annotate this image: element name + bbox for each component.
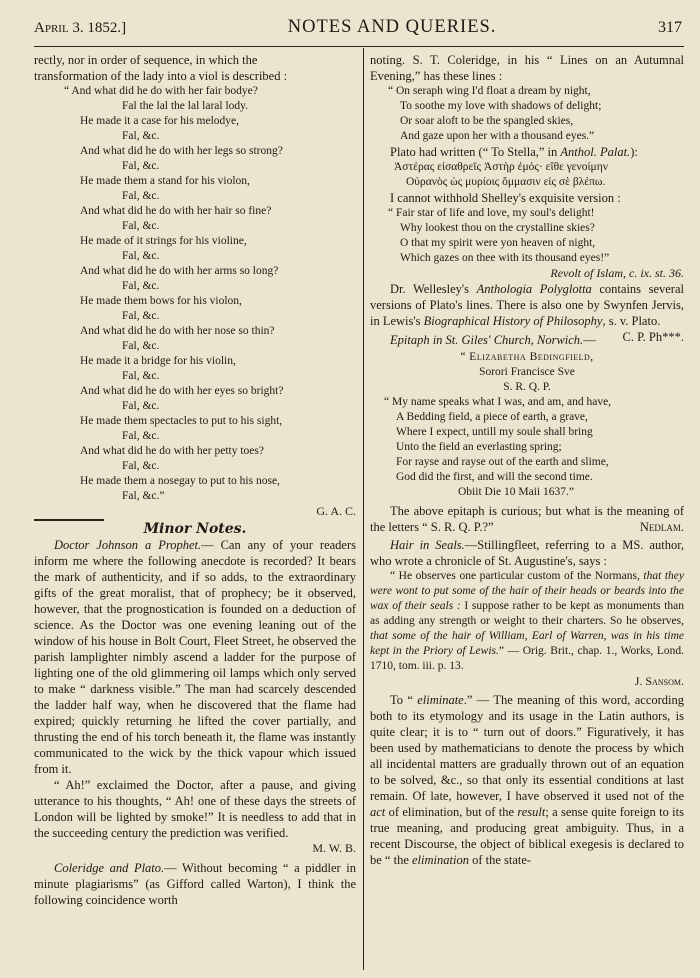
poem-shelley [370, 206, 684, 266]
epitaph-line: “ My name speaks what I was, and am, and have, [384, 396, 612, 408]
text-run: .” [463, 693, 473, 707]
poem-coleridge [370, 84, 684, 144]
epitaph-line: God did the first, and will the second time. [396, 471, 593, 483]
greek-verse [370, 160, 684, 190]
header-rule [34, 46, 684, 47]
poem-line: To soothe my love with shadows of delight; [400, 100, 602, 112]
ballad-line: He made them a nosegay to put to his nose, [80, 475, 280, 487]
text-run: To “ [390, 693, 418, 707]
note-johnson [34, 537, 356, 777]
signature: M. W. B. [312, 841, 356, 855]
poem-line: “ On seraph wing I'd float a dream by night, [388, 85, 591, 97]
ballad-line: And what did he do with her legs so strong? [80, 145, 283, 157]
hair-quote [370, 569, 684, 674]
ballad-line: “ And what did he do with her fair bodye? [64, 85, 258, 97]
left-column [34, 52, 356, 970]
poem-line: O that my spirit were yon heaven of night, [400, 237, 596, 249]
greek-line: Οὐρανὸς ὡς μυρίοις ὄμμασιν εἰς σὲ βλέπω. [406, 176, 606, 188]
intro-line: transformation of the lady into a viol is described : [34, 69, 288, 83]
epitaph-line: “ Elizabetha Bedingfield, [460, 351, 594, 363]
greek-line: Ἀστέρας εἰσαθρεῖς Ἀστὴρ ἐμός· εἴθε γενοίμην [394, 161, 608, 173]
text-run: The above epitaph is curious; but what is the meaning of the letters “ S. R. Q. P.?” [370, 504, 684, 534]
book-title: Anthol. Palat. [560, 145, 631, 159]
signature: G. A. C. [316, 504, 356, 518]
running-header [34, 17, 682, 43]
poem-line: And gaze upon her with a thousand eyes.” [400, 130, 595, 142]
ballad-refrain: Fal, &c. [122, 370, 160, 382]
ballad-line: He made them a stand for his violon, [80, 175, 250, 187]
ballad [34, 84, 356, 504]
paragraph-plato [370, 144, 684, 160]
ballad-refrain: Fal, &c. [122, 130, 160, 142]
book-title: Anthologia Polyglotta [476, 282, 592, 296]
ballad-line: He made it a bridge for his violin, [80, 355, 236, 367]
ballad-refrain: Fal, &c. [122, 430, 160, 442]
signature: C. P. Ph***. [622, 330, 684, 344]
note-title: Hair in Seals. [390, 538, 465, 552]
ballad-line: He made of it strings for his violine, [80, 235, 247, 247]
ballad-line: He made them spectacles to put to his sight, [80, 415, 283, 427]
note-eliminate [370, 692, 684, 868]
text-run: Dr. Wellesley's [390, 282, 477, 296]
note-body: — Can any of your readers inform me where the following anecdote is recorded? It bears the mark of authenticity, and if so adds, to the extraordinary gifts of the great moralist, that of prophecy; be it observed, however, that the prognostication is founded on a deduction of science. As the Doctor was one evening leaning out of the window of his house in Bolt Court, Fleet Street, he observed the parish lamplighter nimbly ascend a ladder for the purpose of lighting one of the old glimmering oil lamps which only served to make “ darkness visible.” The man had scarcely descended the ladder half way, when he discovered that the flame had expired; quickly returning he lifted the cover partially, and thrusting the end of his torch beneath it, the flame was instantly communicated to the wick by the thick vapour which issued from it. [34, 538, 356, 776]
note-hair [370, 537, 684, 569]
header-date: April 3. 1852.] [34, 20, 127, 36]
epitaph-line: A Bedding field, a piece of earth, a grave, [396, 411, 588, 423]
poem-line: Why lookest thou on the crystalline skies? [400, 222, 595, 234]
ballad-refrain: Fal, &c. [122, 340, 160, 352]
intro-line: rectly, nor in order of sequence, in which the [34, 53, 258, 67]
ballad-line: And what did he do with her nose so thin? [80, 325, 275, 337]
epitaph-line: Obiit Die 10 Maii 1637.” [458, 486, 574, 498]
text-run: elimination [412, 853, 469, 867]
text-run: ” — Orig. Brit., chap. 1., Works, Lond. 1710, tom. iii. p. 13. [370, 645, 684, 672]
text-run: — The meaning of this word, according both to its etymology and its usage in the Latin authors, is quite clear; it is to “ turn out of doors.” Figuratively, it has been used by mathematicians to denote the process by which all incidental matters are gradually thrown out of an equation to be solved, &c., so that only its essential conditions at last remain. Of late, however, I have observed it used not of the [370, 693, 684, 803]
right-column [370, 52, 684, 970]
ballad-refrain: Fal, &c. [122, 160, 160, 172]
text-run: that they were wont to put some of the hair of their heads or beards into the wax of their seals : [370, 570, 684, 612]
ballad-refrain: Fal, &c. [122, 460, 160, 472]
text-run: that some of the hair of William, Earl of Warren, was in his time kept in the Priory of Lewis. [370, 630, 684, 657]
ballad-refrain: Fal, &c. [122, 280, 160, 292]
signature: Nedlam. [639, 520, 684, 534]
section-heading: Minor Notes. [143, 521, 247, 537]
text-run: of the state- [468, 853, 532, 867]
signature: J. Sansom. [634, 674, 684, 688]
text-run: result [517, 805, 546, 819]
epitaph-line: For rayse and rayse out of the earth and slime, [396, 456, 609, 468]
epitaph-verse [370, 395, 684, 500]
ballad-line: He made them bows for his violon, [80, 295, 242, 307]
epitaph-line: Sorori Francisce Sve [479, 366, 575, 378]
note-body: — Without becoming “ a piddler in minute plagiarisms” (as Gifford called Warton), I think the following coincidence worth [34, 861, 356, 907]
poem-line: Which gazes on thee with its thousand eyes!” [400, 252, 610, 264]
ballad-refrain: Fal, &c. [122, 190, 160, 202]
text-run: contains several versions of Plato's lines. There is also one by Swynfen Jervis, in Lewis's [370, 282, 684, 328]
epitaph-line: Unto the field an everlasting spring; [396, 441, 562, 453]
ballad-line: And what did he do with her arms so long? [80, 265, 279, 277]
column-divider [363, 48, 364, 970]
text-run: — [583, 333, 596, 347]
note-title: Epitaph in St. Giles' Church, Norwich. [390, 333, 584, 347]
ballad-refrain: Fal, &c.” [122, 490, 165, 502]
text-run: of elimination, but of the [385, 805, 518, 819]
text-run: ): [630, 145, 638, 159]
ballad-refrain: Fal, &c. [122, 220, 160, 232]
note-title: Doctor Johnson a Prophet. [54, 538, 202, 552]
epitaph-query [370, 503, 684, 535]
note-johnson-continued: “ Ah!” exclaimed the Doctor, after a pause, and giving utterance to his thoughts, “ Ah! one of these days the streets of London will be lighted by smoke!” It is needless to add that in the succeeding century the prediction was verified. [34, 778, 356, 840]
text-run: act [370, 805, 386, 819]
paragraph: I cannot withhold Shelley's exquisite version : [390, 191, 621, 205]
poem-line: Or soar aloft to be the spangled skies, [400, 115, 574, 127]
ballad-line: And what did he do with her petty toes? [80, 445, 264, 457]
poem-line: “ Fair star of life and love, my soul's delight! [388, 207, 595, 219]
text-run: , s. v. Plato. [602, 314, 661, 328]
text-run: “ He observes one particular custom of the Normans, [390, 570, 640, 582]
ballad-refrain: Fal, &c. [122, 400, 160, 412]
text-run: Plato had written (“ To Stella,” in [390, 145, 561, 159]
ballad-refrain: Fal, &c. [122, 310, 160, 322]
text-run: ; a sense quite foreign to its true meaning, and producing great ambiguity. Thus, in a recent Discourse, the object of biblical exegesis is declared to be “ the [370, 805, 684, 867]
note-title: eliminate [417, 693, 464, 707]
text-run: I suppose rather to be kept as monuments than as adding any strength or weight to their charters. So he observes, [370, 600, 684, 627]
poem-source: Revolt of Islam, c. ix. st. 36. [550, 266, 684, 280]
epitaph-line: Where I expect, untill my soule shall bring [396, 426, 593, 438]
book-title: Biographical History of Philosophy [423, 314, 603, 328]
note-coleridge [34, 860, 356, 908]
epitaph-line: S. R. Q. P. [503, 381, 551, 393]
journal-title: NOTES AND QUERIES. [287, 17, 497, 37]
ballad-line: He made it a case for his melodye, [80, 115, 240, 127]
ballad-refrain: Fal the lal the lal laral lody. [122, 100, 249, 112]
ballad-line: And what did he do with her eyes so bright? [80, 385, 284, 397]
page-number: 317 [657, 19, 682, 36]
note-body: —Stillingfleet, referring to a MS. author, who wrote a chronicle of St. Augustine's, says : [370, 538, 684, 568]
paragraph: noting. S. T. Coleridge, in his “ Lines on an Autumnal Evening,” has these lines : [370, 53, 684, 83]
ballad-refrain: Fal, &c. [122, 250, 160, 262]
note-title: Coleridge and Plato. [54, 861, 165, 875]
ballad-line: And what did he do with her hair so fine? [80, 205, 272, 217]
